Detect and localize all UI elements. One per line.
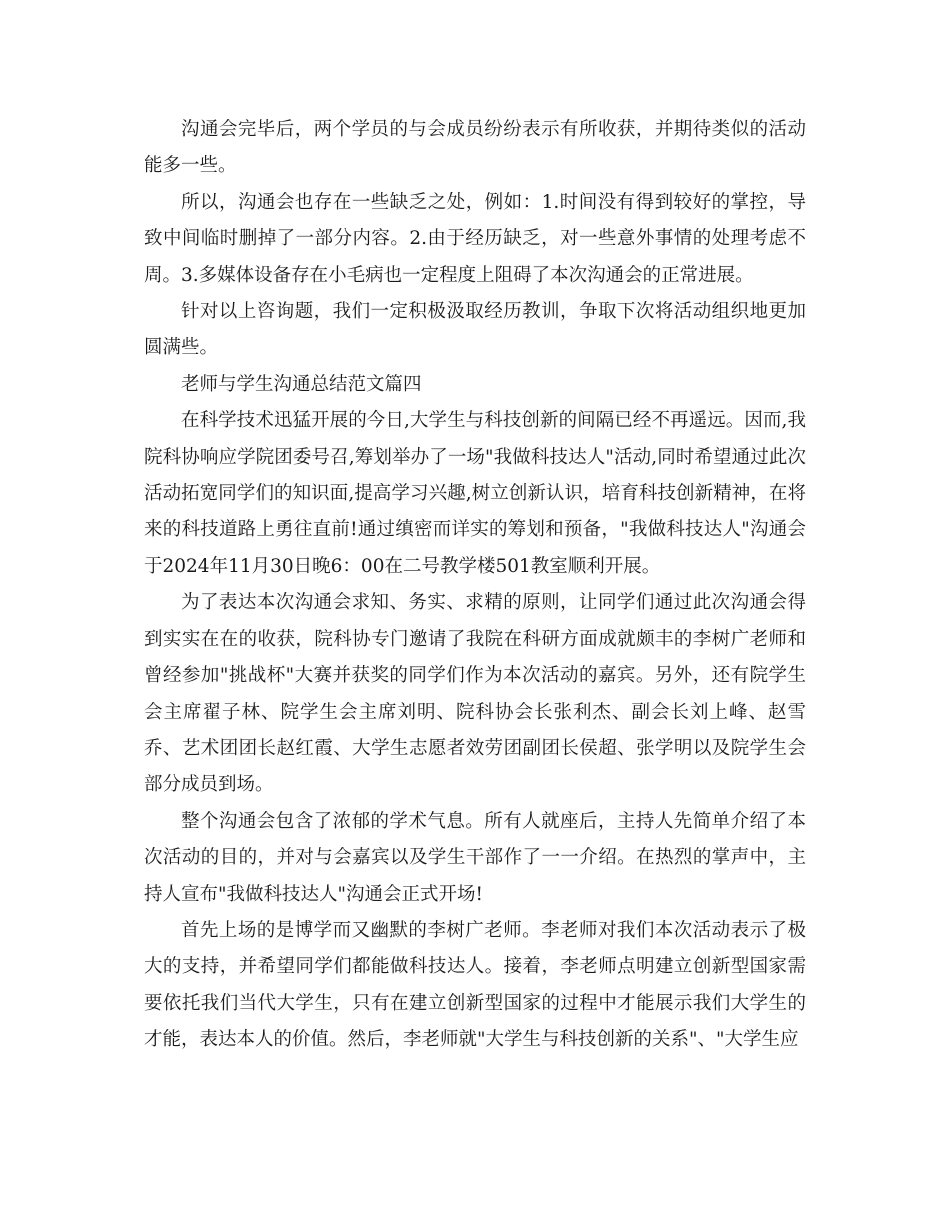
paragraph: 整个沟通会包含了浓郁的学术气息。所有人就座后，主持人先简单介绍了本次活动的目的，并对与会嘉宾以及学生干部作了一一介绍。在热烈的掌声中，主持人宣布"我做科技达人"沟通会正式开场!	[144, 810, 806, 905]
paragraph: 所以，沟通会也存在一些缺乏之处，例如：1.时间没有得到较好的掌控，导致中间临时删掉了一部分内容。2.由于经历缺乏，对一些意外事情的处理考虑不周。3.多媒体设备存在小毛病也一定程度上阻碍了本次沟通会的正常进展。	[144, 191, 806, 286]
paragraph: 沟通会完毕后，两个学员的与会成员纷纷表示有所收获，并期待类似的活动能多一些。	[144, 119, 806, 177]
paragraph: 为了表达本次沟通会求知、务实、求精的原则，让同学们通过此次沟通会得到实实在在的收获，院科协专门邀请了我院在科研方面成就颇丰的李树广老师和曾经参加"挑战杯"大赛并获奖的同学们作为本次活动的嘉宾。另外，还有院学生会主席翟子林、院学生会主席刘明、院科协会长张利杰、副会长刘上峰、赵雪乔、艺术团团长赵红霞、大学生志愿者效劳团副团长侯超、张学明以及院学生会部分成员到场。	[144, 592, 806, 796]
section-heading: 老师与学生沟通总结范文篇四	[181, 373, 422, 395]
document-body	[144, 112, 806, 1059]
paragraph: 针对以上咨询题，我们一定积极汲取经历教训，争取下次将活动组织地更加圆满些。	[144, 301, 806, 359]
paragraph: 首先上场的是博学而又幽默的李树广老师。李老师对我们本次活动表示了极大的支持，并希望同学们都能做科技达人。接着，李老师点明建立创新型国家需要依托我们当代大学生，只有在建立创新型国家的过程中才能展示我们大学生的才能，表达本人的价值。然后，李老师就"大学生与科技创新的关系"、"大学生应	[144, 919, 806, 1051]
paragraph: 在科学技术迅猛开展的今日,大学生与科技创新的间隔已经不再遥远。因而,我院科协响应学院团委号召,筹划举办了一场"我做科技达人"活动,同时希望通过此次活动拓宽同学们的知识面,提高学习兴趣,树立创新认识，培育科技创新精神，在将来的科技道路上勇往直前!通过缜密而详实的筹划和预备，"我做科技达人"沟通会于2024年11月30日晚6：00在二号教学楼501教室顺利开展。	[144, 410, 806, 577]
